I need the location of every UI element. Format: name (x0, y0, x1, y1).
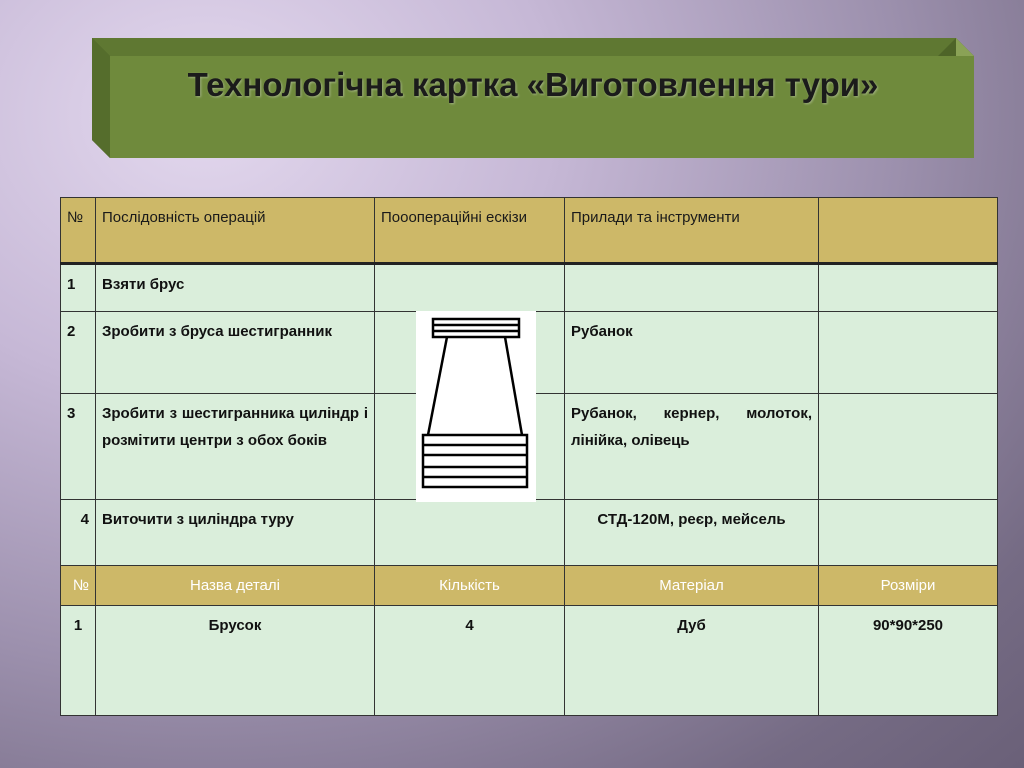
row-num: 2 (61, 312, 96, 394)
title-banner (92, 38, 974, 158)
row-sketch-cell (375, 500, 565, 566)
part-size: 90*90*250 (819, 606, 998, 716)
row-num: 3 (61, 394, 96, 500)
operation-row (61, 264, 998, 312)
row-tools (565, 264, 819, 312)
header-sketches: Пооопераційні ескізи (375, 198, 565, 264)
row-tools: СТД-120М, реєр, мейсель (565, 500, 819, 566)
parts-header-quantity: Кількість (375, 566, 565, 606)
parts-header-num: № (61, 566, 96, 606)
row-tools: Рубанок, кернер, молоток, лінійка, олівець (565, 394, 819, 500)
row-num: 1 (61, 264, 96, 312)
part-name: Брусок (96, 606, 375, 716)
parts-header-name: Назва деталі (96, 566, 375, 606)
row-operation: Виточити з циліндра туру (96, 500, 375, 566)
row-extra (819, 500, 998, 566)
parts-header-row (61, 566, 998, 606)
row-extra (819, 312, 998, 394)
part-material: Дуб (565, 606, 819, 716)
row-tools: Рубанок (565, 312, 819, 394)
header-num: № (61, 198, 96, 264)
row-sketch-cell (375, 264, 565, 312)
row-num: 4 (61, 500, 96, 566)
rook-sketch-drawing (416, 311, 536, 502)
operations-header-row (61, 198, 998, 264)
row-operation: Взяти брус (96, 264, 375, 312)
header-sequence: Послідовність операцій (96, 198, 375, 264)
row-operation: Зробити з шестигранника циліндр і розмітити центри з обох боків (96, 394, 375, 500)
page-title: Технологічна картка «Виготовлення тури» (187, 66, 879, 103)
rook-sketch-icon (416, 311, 536, 502)
operation-row (61, 500, 998, 566)
row-extra (819, 394, 998, 500)
parts-header-size: Розміри (819, 566, 998, 606)
parts-header-material: Матеріал (565, 566, 819, 606)
header-tools: Прилади та інструменти (565, 198, 819, 264)
part-quantity: 4 (375, 606, 565, 716)
part-num: 1 (61, 606, 96, 716)
part-row (61, 606, 998, 716)
row-operation: Зробити з бруса шестигранник (96, 312, 375, 394)
header-extra (819, 198, 998, 264)
row-extra (819, 264, 998, 312)
